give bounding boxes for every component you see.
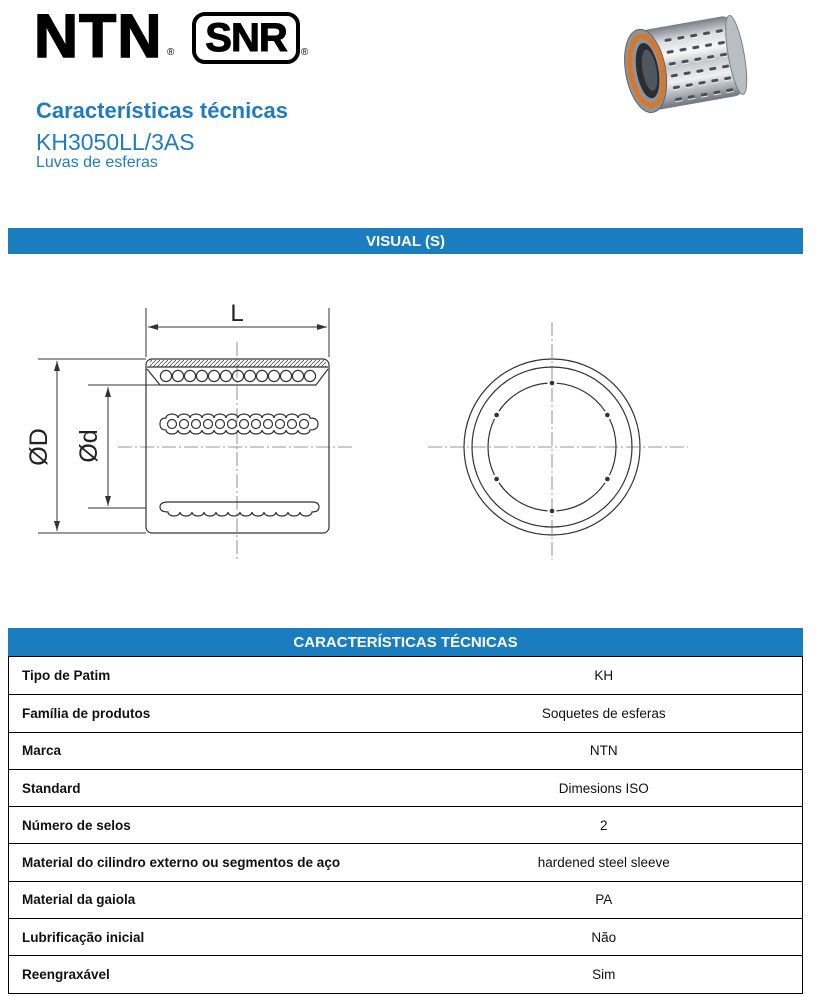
spec-label: Reengraxável xyxy=(22,967,110,983)
spec-value: KH xyxy=(594,668,614,684)
sleeve-wall-section xyxy=(150,360,326,367)
table-row xyxy=(9,806,802,843)
table-row xyxy=(9,881,802,918)
spec-label: Tipo de Patim xyxy=(22,668,111,684)
visual-section-title: VISUAL (S) xyxy=(366,232,445,250)
spec-label: Material da gaiola xyxy=(22,892,136,908)
table-row xyxy=(9,732,802,769)
table-row xyxy=(9,955,802,992)
product-family: Luvas de esferas xyxy=(36,154,158,171)
spec-value: hardened steel sleeve xyxy=(537,855,670,871)
ntn-logo: NTN xyxy=(34,2,163,70)
table-row xyxy=(9,694,802,731)
specs-section-title: CARACTERÍSTICAS TÉCNICAS xyxy=(293,633,518,651)
spec-label: Material do cilindro externo ou segmentos de aço xyxy=(22,855,341,871)
spec-value: PA xyxy=(595,892,613,908)
side-view-drawing xyxy=(146,359,329,533)
spec-value: Dimesions ISO xyxy=(558,780,649,796)
snr-logo-text: SNR xyxy=(205,15,287,60)
product-photo xyxy=(615,8,755,120)
inner-diameter-label: Ød xyxy=(75,429,103,463)
specs-section-header xyxy=(8,628,803,656)
spec-label: Marca xyxy=(22,743,62,759)
spec-label: Número de selos xyxy=(22,817,131,833)
technical-drawing xyxy=(0,280,818,580)
spec-label: Lubrificação inicial xyxy=(22,929,145,945)
ball-row-top xyxy=(160,370,315,381)
spec-value: NTN xyxy=(589,743,618,759)
table-row xyxy=(9,769,802,806)
cage-slot-bottom xyxy=(160,502,319,516)
visual-section-header xyxy=(8,228,803,254)
page-title: Características técnicas xyxy=(36,98,288,123)
specs-table xyxy=(8,656,803,994)
spec-value: Não xyxy=(591,929,617,945)
left-seal xyxy=(147,369,160,385)
table-row xyxy=(9,918,802,955)
ball-row-middle xyxy=(168,420,309,429)
length-label: L xyxy=(230,300,244,327)
table-row xyxy=(9,657,802,694)
snr-registered-mark: ® xyxy=(301,47,309,58)
spec-label: Família de produtos xyxy=(22,705,151,721)
snr-logo xyxy=(192,12,300,64)
outer-diameter-label: ØD xyxy=(25,428,53,466)
spec-value: Soquetes de esferas xyxy=(541,705,666,721)
spec-label: Standard xyxy=(22,780,81,796)
product-code: KH3050LL/3AS xyxy=(36,129,195,155)
center-lines xyxy=(118,322,688,560)
spec-value: 2 xyxy=(599,817,608,833)
spec-value: Sim xyxy=(592,967,616,983)
right-seal xyxy=(316,369,328,385)
table-row xyxy=(9,843,802,880)
ntn-registered-mark: ® xyxy=(167,47,175,58)
